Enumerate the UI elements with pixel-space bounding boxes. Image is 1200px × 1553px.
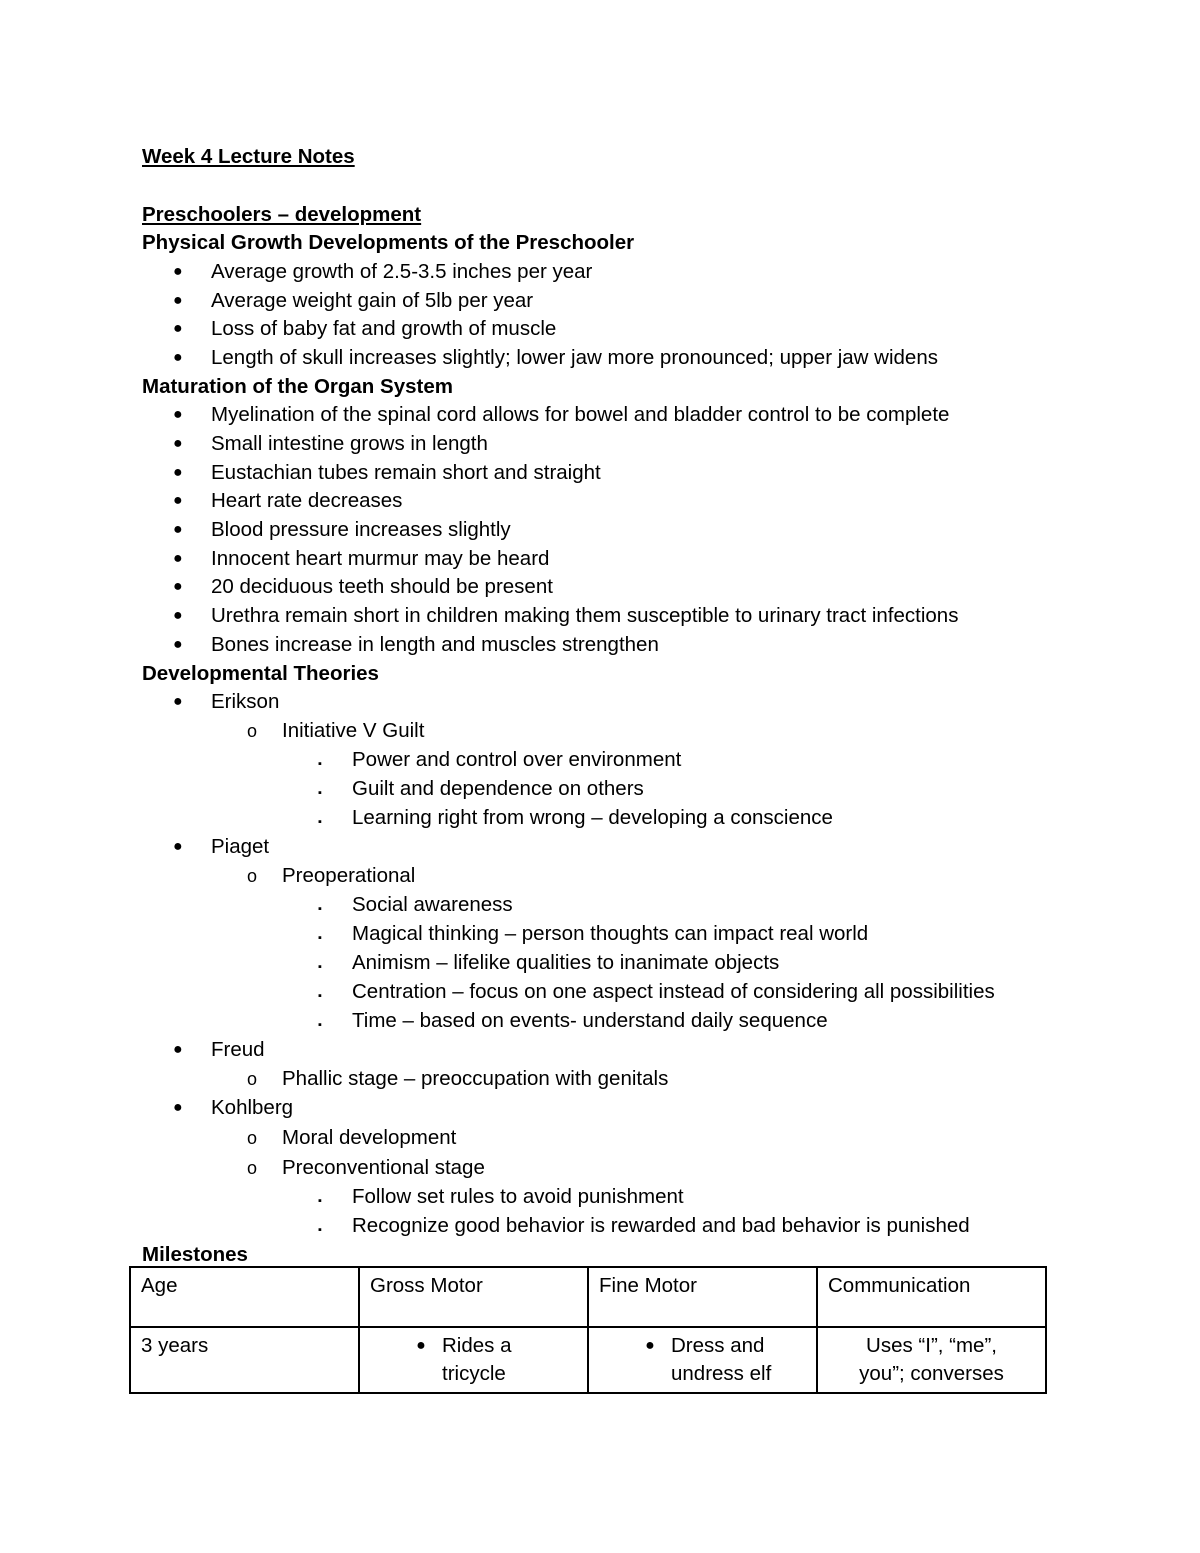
cell-text: Rides a bbox=[442, 1334, 512, 1357]
bullet-icon: ● bbox=[173, 607, 183, 624]
header-cell: Gross Motor bbox=[359, 1267, 588, 1327]
cell-text: undress elf bbox=[671, 1362, 772, 1385]
square-bullet-icon: ▪ bbox=[318, 1195, 322, 1207]
circle-bullet-icon: o bbox=[247, 866, 258, 886]
bullet-icon: ● bbox=[173, 320, 183, 337]
table-row bbox=[130, 1327, 1046, 1393]
circle-bullet-icon: o bbox=[247, 1128, 258, 1148]
communication-cell bbox=[817, 1327, 1046, 1393]
document-page: Week 4 Lecture Notes Preschoolers – development Physical Growth Developments of the Preschooler ● Average growth of 2.5-3.5 inches per year ● Average weight gain of 5lb per year ● Loss of baby fat and growth of muscle ● Length of skull increases slightly; lower jaw more pronounced; upper jaw widens Maturation of the Organ System ● Myelination of the spinal cord allows for bowel and bladder control to be complete ● Small intestine grows in length ● Eustachian tubes remain short and straight ● Heart rate decreases ● Blood pressure increases slightly ● Innocent heart murmur may be heard ● 20 deciduous teeth should be present ● Urethra remain short in children making them susceptible to urinary tract infections ● Bones increase in length and muscles strengthen Developmental Theories ● Erikson o Initiative V Guilt ▪ Power and control over environment ▪ Guilt and dependence on others ▪ Learning right from wrong – developing a conscience ● Piaget o Preoperational ▪ Social awareness ▪ Magical thinking – person thoughts can impact real world ▪ Animism – lifelike qualities to inanimate objects ▪ Centration – focus on one aspect instead of considering all possibilities ▪ Time – based on events- understand daily sequence ● Freud o Phallic stage – preoccupation with genitals ● Kohlberg o Moral development o Preconventional stage ▪ Follow set rules to avoid punishment ▪ Recognize good behavior is rewarded and bad behavior is punished Milestones Age Gross Motor Fine Motor Communication 3 years ● Rides a tricycle ● Dress and undress elf Uses “I”, “me”, you”; converses bbox=[0, 0, 1200, 1553]
cell-text: tricycle bbox=[442, 1362, 506, 1385]
gross-motor-cell bbox=[359, 1327, 588, 1393]
physical-heading: Physical Growth Developments of the Preschooler bbox=[142, 231, 635, 254]
bullet-icon: ● bbox=[416, 1337, 426, 1354]
page-title: Week 4 Lecture Notes bbox=[142, 145, 355, 168]
milestones-table bbox=[129, 1266, 1047, 1394]
cell-text: Uses “I”, “me”, bbox=[866, 1334, 997, 1357]
square-bullet-icon: ▪ bbox=[318, 758, 322, 770]
bullet-icon: ● bbox=[173, 406, 183, 423]
square-bullet-icon: ▪ bbox=[318, 787, 322, 799]
square-bullet-icon: ▪ bbox=[318, 816, 322, 828]
cell-text: Dress and bbox=[671, 1334, 765, 1357]
header-cell: Age bbox=[130, 1267, 359, 1327]
bullet-icon: ● bbox=[645, 1337, 655, 1354]
age-cell: 3 years bbox=[130, 1327, 359, 1393]
bullet-icon: ● bbox=[173, 578, 183, 595]
bullet-icon: ● bbox=[173, 435, 183, 452]
theories-heading: Developmental Theories bbox=[142, 662, 379, 685]
bullet-icon: ● bbox=[173, 636, 183, 653]
square-bullet-icon: ▪ bbox=[318, 990, 322, 1002]
bullet-icon: ● bbox=[173, 292, 183, 309]
header-cell: Fine Motor bbox=[588, 1267, 817, 1327]
fine-motor-cell bbox=[588, 1327, 817, 1393]
bullet-icon: ● bbox=[173, 1041, 183, 1058]
square-bullet-icon: ▪ bbox=[318, 932, 322, 944]
bullet-icon: ● bbox=[173, 693, 183, 710]
square-bullet-icon: ▪ bbox=[318, 1019, 322, 1031]
bullet-icon: ● bbox=[173, 492, 183, 509]
organ-heading: Maturation of the Organ System bbox=[142, 375, 453, 398]
cell-text: you”; converses bbox=[859, 1362, 1004, 1385]
square-bullet-icon: ▪ bbox=[318, 961, 322, 973]
circle-bullet-icon: o bbox=[247, 1069, 258, 1089]
square-bullet-icon: ▪ bbox=[318, 903, 322, 915]
bullet-icon: ● bbox=[173, 349, 183, 366]
milestones-heading: Milestones bbox=[142, 1243, 248, 1266]
header-cell: Communication bbox=[817, 1267, 1046, 1327]
bullet-icon: ● bbox=[173, 464, 183, 481]
bullet-icon: ● bbox=[173, 838, 183, 855]
circle-bullet-icon: o bbox=[247, 1158, 258, 1178]
bullet-icon: ● bbox=[173, 521, 183, 538]
square-bullet-icon: ▪ bbox=[318, 1224, 322, 1236]
bullet-icon: ● bbox=[173, 1099, 183, 1116]
circle-bullet-icon: o bbox=[247, 721, 258, 741]
table-header-row bbox=[130, 1267, 1046, 1327]
section-heading: Preschoolers – development bbox=[142, 203, 422, 226]
bullet-icon: ● bbox=[173, 550, 183, 567]
bullet-icon: ● bbox=[173, 263, 183, 280]
